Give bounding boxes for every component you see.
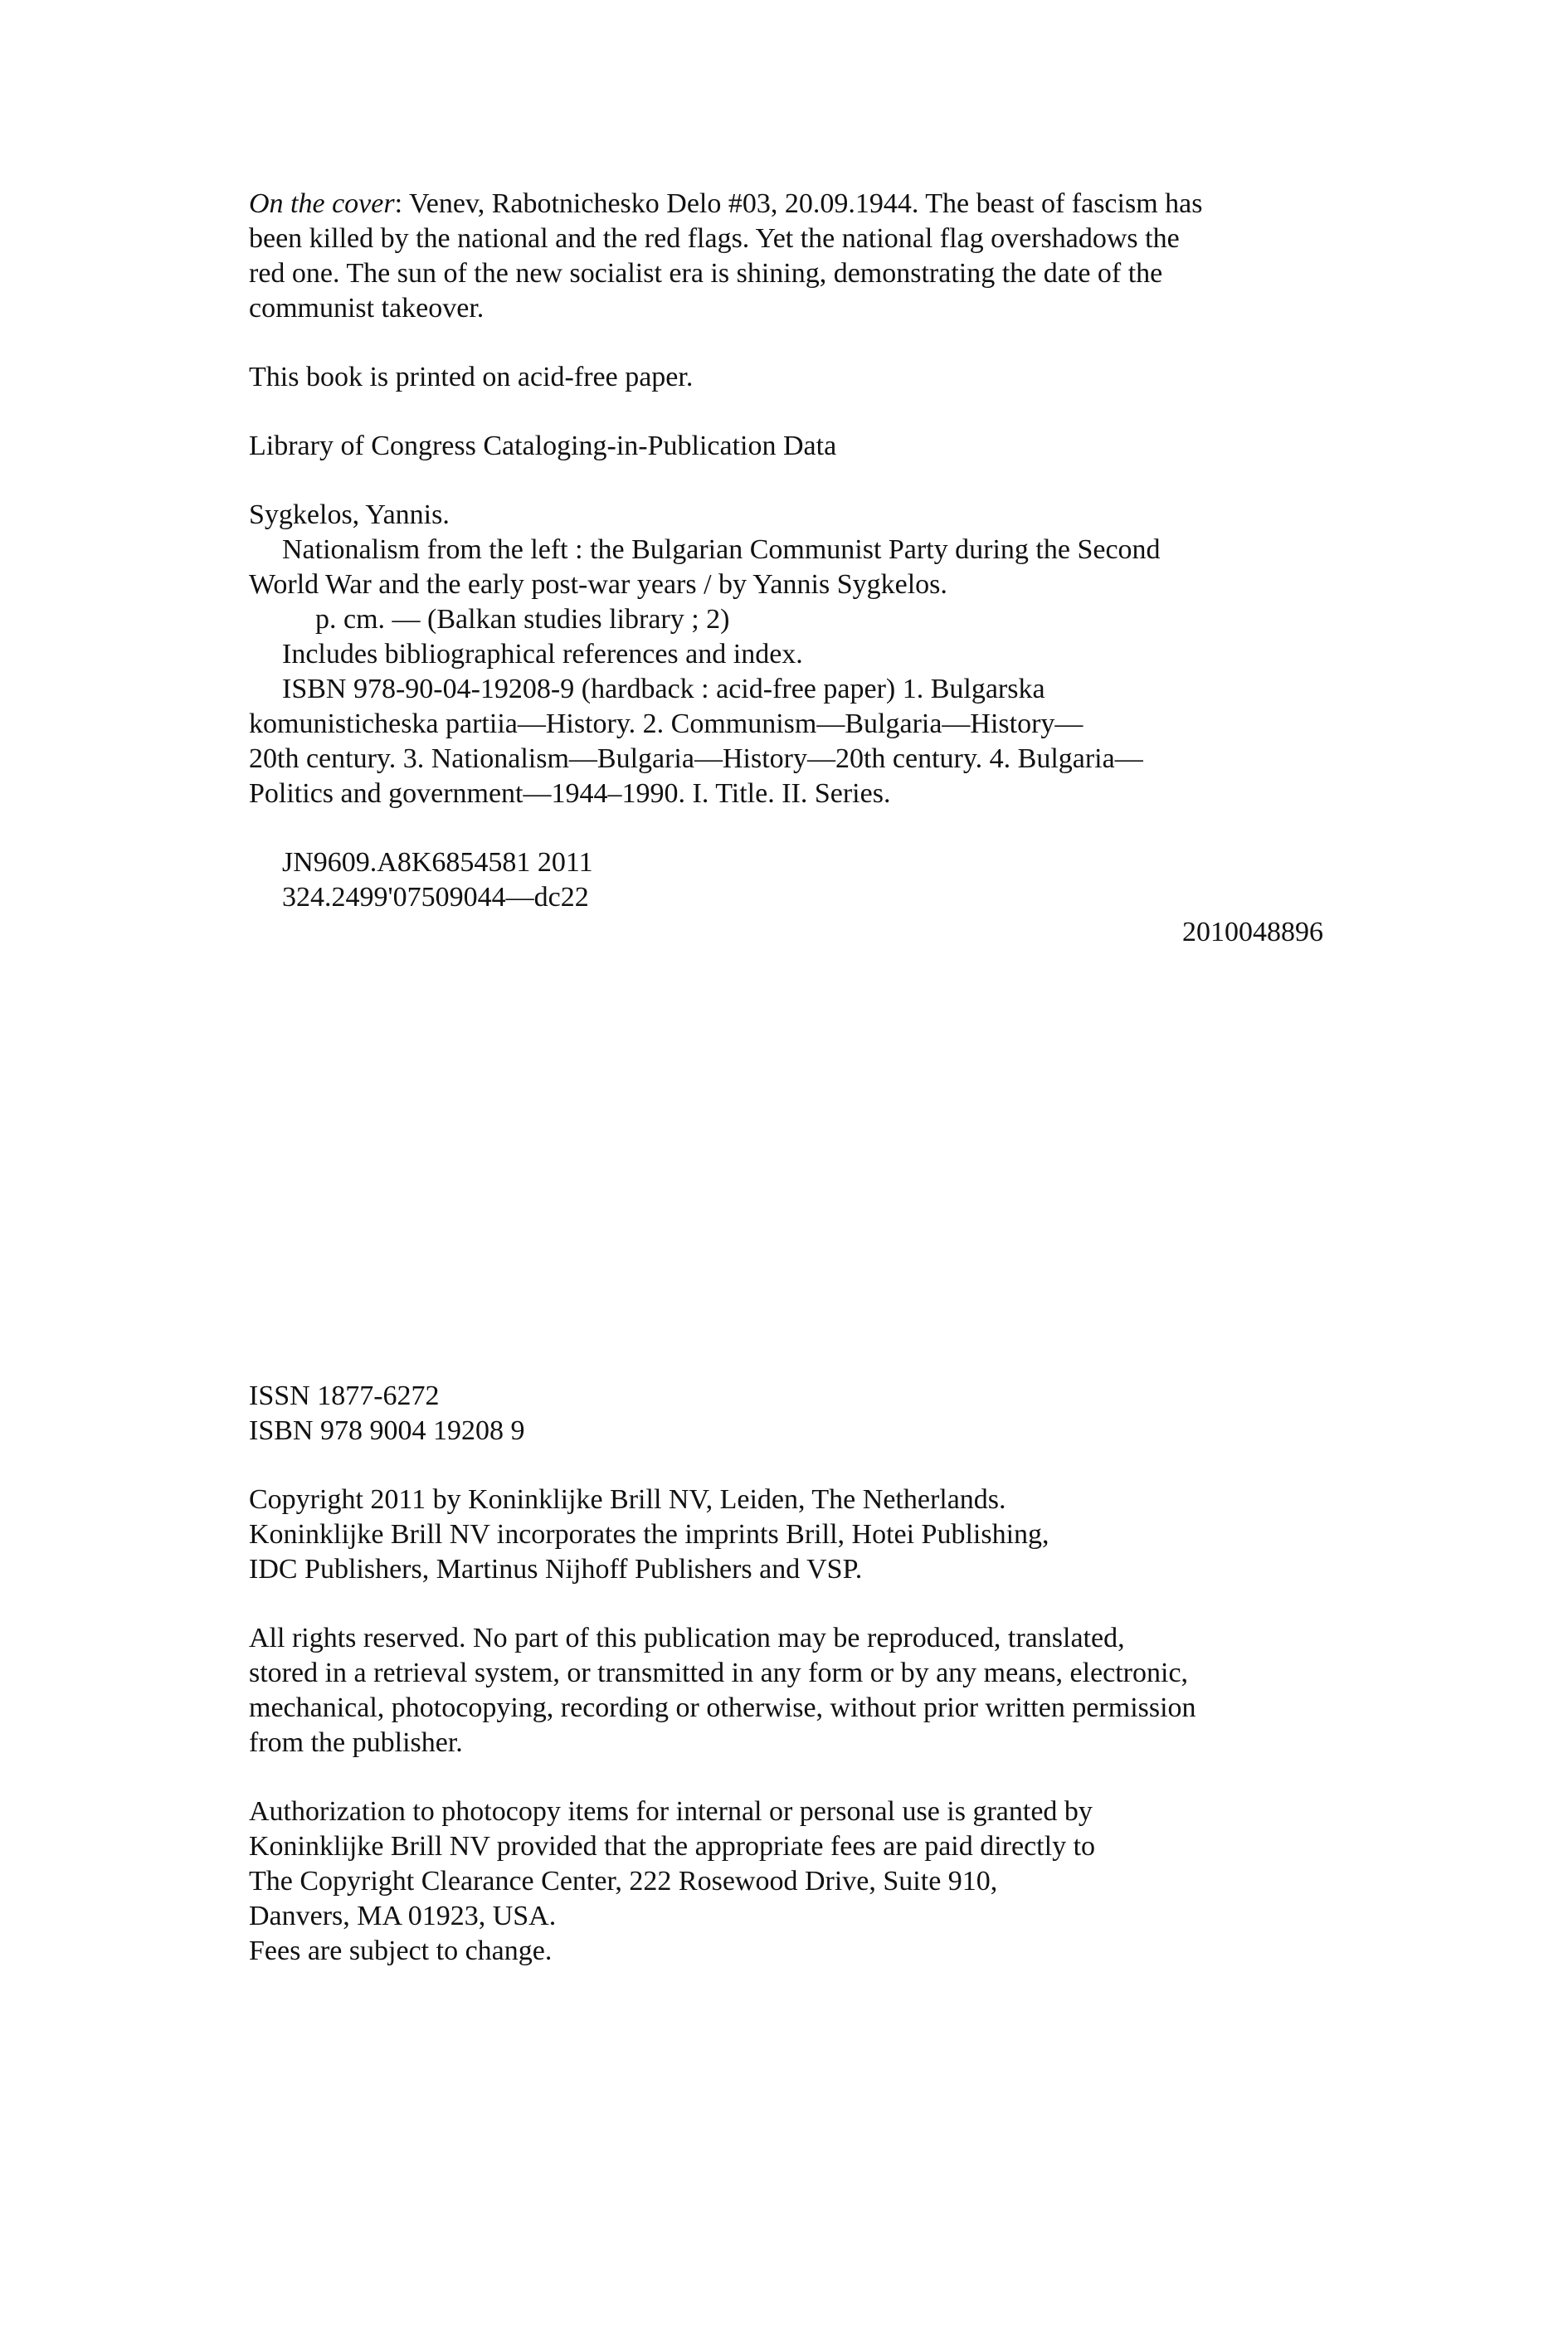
cip-heading bbox=[249, 429, 1327, 464]
cip-isbn-line-3: 20th century. 3. Nationalism—Bulgaria—History—20th century. 4. Bulgaria— bbox=[249, 743, 1143, 774]
cover-note-label: On the cover bbox=[249, 188, 395, 219]
acid-free-note-text: This book is printed on acid-free paper. bbox=[249, 362, 694, 392]
rights-line-1: All rights reserved. No part of this publication may be reproduced, translated, bbox=[249, 1623, 1125, 1653]
cip-isbn-line-4: Politics and government—1944–1990. I. Title. II. Series. bbox=[249, 778, 891, 809]
rights-notice bbox=[249, 1621, 1327, 1760]
copyright-page bbox=[249, 187, 1327, 1969]
cover-note-line-2: been killed by the national and the red flags. Yet the national flag overshadows the bbox=[249, 223, 1180, 254]
rights-line-3: mechanical, photocopying, recording or otherwise, without prior written permission bbox=[249, 1692, 1196, 1723]
cip-title-line-2: World War and the early post-war years / by Yannis Sygkelos. bbox=[249, 569, 947, 600]
cip-notes: Includes bibliographical references and index. bbox=[282, 639, 803, 670]
rights-line-4: from the publisher. bbox=[249, 1727, 463, 1758]
cover-note-line-1-text: : Venev, Rabotnichesko Delo #03, 20.09.1944. The beast of fascism has bbox=[394, 188, 1203, 219]
authorization-line-1: Authorization to photocopy items for internal or personal use is granted by bbox=[249, 1796, 1093, 1827]
rights-line-2: stored in a retrieval system, or transmitted in any form or by any means, electronic, bbox=[249, 1658, 1189, 1688]
authorization-line-4: Danvers, MA 01923, USA. bbox=[249, 1901, 557, 1931]
cip-lccn: 2010048896 bbox=[1182, 917, 1323, 947]
identifiers bbox=[249, 1379, 1327, 1449]
cip-isbn-line-1: ISBN 978-90-04-19208-9 (hardback : acid-free paper) 1. Bulgarska bbox=[282, 674, 1045, 704]
cip-lc-class: JN9609.A8K6854581 2011 bbox=[282, 847, 593, 878]
copyright-line-1: Copyright 2011 by Koninklijke Brill NV, Leiden, The Netherlands. bbox=[249, 1484, 1006, 1515]
cip-title-line-1: Nationalism from the left : the Bulgarian Communist Party during the Second bbox=[282, 534, 1161, 565]
cip-physical: p. cm. — (Balkan studies library ; 2) bbox=[315, 604, 730, 635]
copyright-notice bbox=[249, 1483, 1327, 1587]
cover-note bbox=[249, 187, 1327, 326]
copyright-line-3: IDC Publishers, Martinus Nijhoff Publishers and VSP. bbox=[249, 1554, 863, 1585]
cover-note-line-3: red one. The sun of the new socialist era is shining, demonstrating the date of the bbox=[249, 258, 1163, 289]
authorization-notice bbox=[249, 1794, 1327, 1969]
cover-note-line-1 bbox=[249, 187, 1327, 222]
cip-classification bbox=[249, 845, 1327, 950]
cip-isbn-line-2: komunisticheska partiia—History. 2. Communism—Bulgaria—History— bbox=[249, 709, 1083, 739]
cip-author: Sygkelos, Yannis. bbox=[249, 499, 450, 530]
copyright-line-2: Koninklijke Brill NV incorporates the imprints Brill, Hotei Publishing, bbox=[249, 1519, 1049, 1550]
issn: ISSN 1877-6272 bbox=[249, 1381, 440, 1411]
isbn: ISBN 978 9004 19208 9 bbox=[249, 1415, 525, 1446]
authorization-line-3: The Copyright Clearance Center, 222 Rosewood Drive, Suite 910, bbox=[249, 1866, 998, 1897]
cover-note-line-4: communist takeover. bbox=[249, 293, 485, 324]
cip-heading-text: Library of Congress Cataloging-in-Publication Data bbox=[249, 431, 837, 461]
acid-free-note bbox=[249, 360, 1327, 395]
cip-dewey: 324.2499'07509044—dc22 bbox=[282, 882, 589, 913]
authorization-line-2: Koninklijke Brill NV provided that the appropriate fees are paid directly to bbox=[249, 1831, 1096, 1862]
cip-record bbox=[249, 498, 1327, 811]
authorization-line-5: Fees are subject to change. bbox=[249, 1936, 553, 1966]
